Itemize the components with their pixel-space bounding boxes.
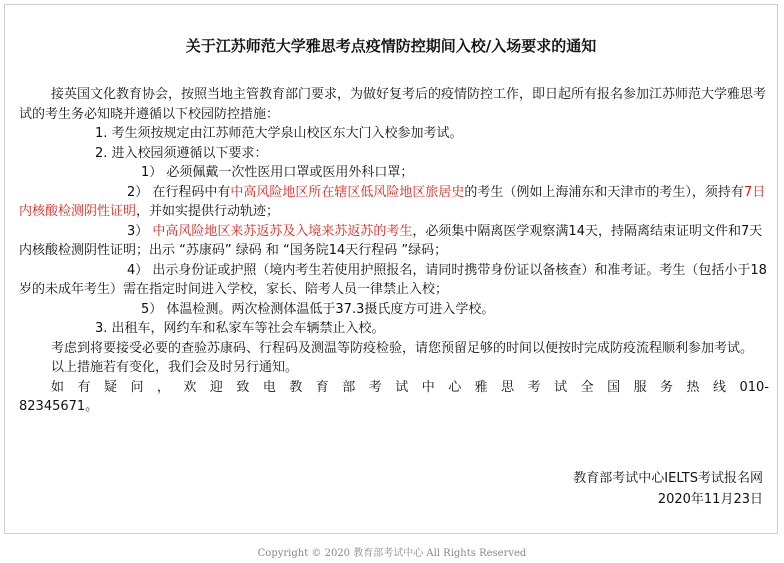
list-item-3: 3. 出租车，网约车和私家车等社会车辆禁止入校。 — [95, 321, 385, 336]
sub-item-1: 1） 必须佩戴一次性医用口罩或医用外科口罩； — [141, 165, 414, 180]
sub-item-3 — [19, 222, 769, 261]
notice-date: 2020年11月23日 — [657, 492, 763, 507]
note-paragraph: 考虑到将要接受必要的查验苏康码、行程码及测温等防疫检验，请您预留足够的时间以便按时完成防疫流程顺利参加考试。 — [51, 340, 754, 356]
notice-panel — [4, 4, 778, 534]
sub-item-2 — [19, 183, 769, 222]
sub-item-2-highlight-1: 中高风险地区所在辖区低风险地区旅居史 — [230, 184, 465, 200]
sub-item-2-text-a: 2） 在行程码中有 — [127, 184, 231, 200]
list-item-2: 2. 进入校园须遵循以下要求： — [95, 145, 268, 161]
notice-title: 关于江苏师范大学雅思考点疫情防控期间入校/入场要求的通知 — [185, 37, 597, 55]
sub-item-2-highlight-2: 7日内核酸检测阴性证明 — [19, 184, 766, 219]
sub-item-2-text-c: ，并如实提供行动轨迹； — [136, 204, 280, 219]
signature: 教育部考试中心IELTS考试报名网 — [573, 471, 763, 486]
list-item-1: 1. 考生须按规定由江苏师范大学泉山校区东大门入校参加考试。 — [95, 126, 463, 141]
contact-phone-continued: 82345671。 — [19, 399, 99, 414]
sub-item-2-text-b: 的考生（例如上海浦东和天津市的考生），须持有 — [464, 184, 744, 200]
change-paragraph: 以上措施若有变化，我们会及时另行通知。 — [51, 360, 299, 375]
sub-item-3-text-b: ，必须集中隔离医学观察满14天，持隔离结束证明文件和7天内核酸检测阴性证明；出示 “苏康码” 绿码 和 “国务院14天行程码 ”绿码； — [19, 223, 763, 258]
copyright-footer: Copyright © 2020 教育部考试中心 All Rights Reserved — [257, 548, 527, 559]
sub-item-3-text-a: 3） — [127, 223, 153, 239]
sub-item-5: 5） 体温检测。两次检测体温低于37.3摄氏度方可进入学校。 — [141, 301, 495, 317]
intro-paragraph: 接英国文化教育协会，按照当地主管教育部门要求，为做好复考后的疫情防控工作，即日起所有报名参加江苏师范大学雅思考试的考生务必知晓并遵循以下校园防控措施： — [19, 87, 767, 122]
sub-item-4: 4） 出示身份证或护照（境内考生若使用护照报名，请同时携带身份证以备核查）和准考证。考生（包括小于18岁的未成年考生）需在指定时间进入学校，家长、陪考人员一律禁止入校； — [19, 262, 767, 297]
notice-body — [19, 85, 769, 417]
contact-paragraph: 如有疑问，欢迎致电教育部考试中心雅思考试全国服务热线010- — [51, 379, 769, 395]
sub-item-3-highlight: 中高风险地区来苏返苏及入境来苏返苏的考生 — [152, 223, 413, 239]
